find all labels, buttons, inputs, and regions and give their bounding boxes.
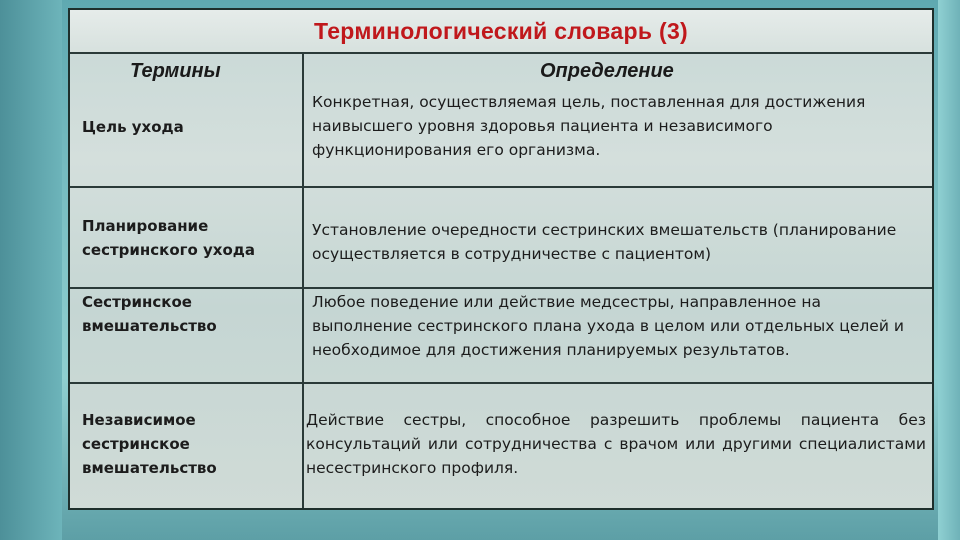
glossary-table: [68, 8, 934, 510]
term-cell: Независимое сестринское вмешательство: [82, 411, 217, 477]
header-definition: Определение: [540, 60, 674, 82]
term-cell: Сестринское вмешательство: [82, 293, 217, 335]
term-cell: Цель ухода: [82, 118, 184, 136]
row-separator: [70, 186, 932, 188]
definition-cell: Действие сестры, способное разрешить проблемы пациента без консультаций или сотрудничества с врачом или другими специалистами несестринского профиля.: [306, 411, 926, 477]
header-terms: Термины: [130, 60, 221, 82]
right-decor-band: [938, 0, 960, 540]
column-divider: [302, 52, 304, 508]
title-row: [70, 10, 932, 54]
row-separator: [70, 382, 932, 384]
left-decor-band: [0, 0, 62, 540]
definition-cell: Установление очередности сестринских вмешательств (планирование осуществляется в сотрудничестве с пациентом): [312, 221, 897, 263]
term-cell: Планирование сестринского ухода: [82, 217, 255, 259]
definition-cell: Любое поведение или действие медсестры, направленное на выполнение сестринского плана ухода в целом или отдельных целей и необходимое для достижения планируемых результатов.: [312, 293, 904, 359]
definition-cell: Конкретная, осуществляемая цель, поставленная для достижения наивысшего уровня здоровья пациента и независимого функционирования его организма.: [312, 93, 866, 159]
page-title: Терминологический словарь (3): [313, 18, 688, 44]
row-separator: [70, 287, 932, 289]
